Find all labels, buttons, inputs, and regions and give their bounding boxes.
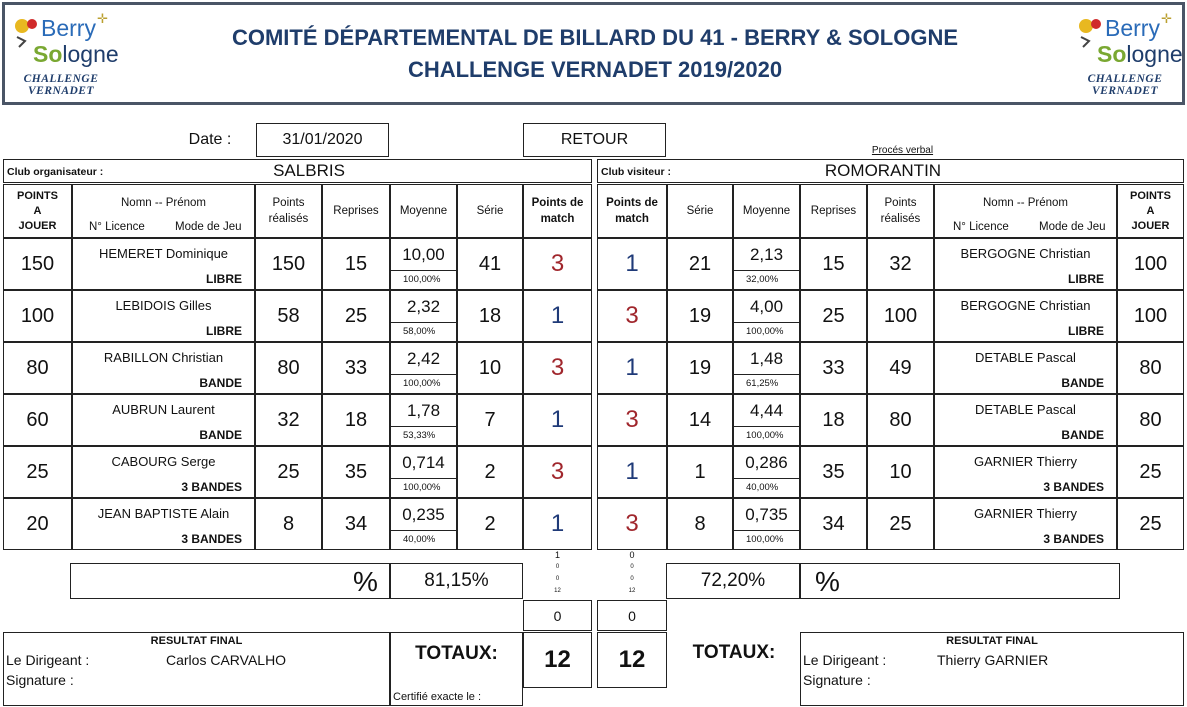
table-cell: 25: [1117, 498, 1184, 550]
match-points: 3: [523, 446, 592, 498]
table-cell: 8: [667, 498, 733, 550]
totaux-right-box: [667, 632, 801, 672]
table-cell: [390, 342, 457, 394]
table-cell: 80: [255, 342, 322, 394]
match-points: 1: [523, 394, 592, 446]
percent-value: 100,00%: [746, 430, 784, 441]
home-th-nom: Nomn -- Prénom N° Licence Mode de Jeu: [72, 184, 255, 238]
table-cell: 10: [867, 446, 934, 498]
table-cell: [934, 394, 1117, 446]
table-cell: 25: [255, 446, 322, 498]
table-cell: 33: [322, 342, 390, 394]
table-cell: 18: [457, 290, 523, 342]
table-cell: 80: [867, 394, 934, 446]
player-name: BERGOGNE Christian: [960, 298, 1091, 313]
table-cell: [733, 342, 800, 394]
player-name: RABILLON Christian: [103, 350, 224, 365]
table-cell: 2: [457, 446, 523, 498]
main-title: COMITÉ DÉPARTEMENTAL DE BILLARD DU 41 - BERRY & SOLOGNE: [231, 25, 959, 50]
plus-icon: ✛: [97, 11, 108, 26]
home-th-points-a-jouer: POINTS A JOUER: [3, 184, 72, 238]
moyenne-value: 1,48: [734, 343, 799, 375]
away-th-moyenne: Moyenne: [733, 184, 800, 238]
table-cell: [390, 290, 457, 342]
table-cell: 100: [3, 290, 72, 342]
table-cell: 18: [322, 394, 390, 446]
table-cell: 25: [3, 446, 72, 498]
game-mode: LIBRE: [1068, 324, 1104, 338]
table-cell: [733, 290, 800, 342]
away-club-bar: [597, 159, 1184, 183]
away-club-name: ROMORANTIN: [824, 161, 942, 180]
table-cell: [72, 446, 255, 498]
logo-sologne-text: Sologne: [33, 41, 119, 67]
table-cell: [934, 498, 1117, 550]
player-name: DETABLE Pascal: [975, 402, 1076, 417]
home-resultat-box: [3, 632, 390, 706]
table-cell: [72, 238, 255, 290]
player-name: BERGOGNE Christian: [960, 246, 1091, 261]
table-cell: 49: [867, 342, 934, 394]
away-dirigeant-name: Thierry GARNIER: [937, 652, 1049, 668]
logo-right: [1075, 11, 1183, 101]
table-cell: [733, 446, 800, 498]
date-label: Date :: [188, 131, 232, 148]
table-cell: 80: [1117, 394, 1184, 446]
match-points: 3: [597, 498, 667, 550]
table-cell: [72, 394, 255, 446]
home-percent-box: [70, 563, 390, 599]
away-th-points-match: Points de match: [597, 184, 667, 238]
home-signature-label: Signature :: [6, 672, 74, 688]
table-cell: [72, 498, 255, 550]
player-name: DETABLE Pascal: [975, 350, 1076, 365]
away-dirigeant-label: Le Dirigeant :: [803, 652, 887, 668]
table-cell: 25: [867, 498, 934, 550]
totaux-left-box: [390, 632, 523, 706]
totaux-right-label: TOTAUX:: [692, 642, 776, 663]
away-th-nom: Nomn -- Prénom N° Licence Mode de Jeu: [934, 184, 1117, 238]
table-cell: 25: [322, 290, 390, 342]
game-mode: BANDE: [199, 428, 242, 442]
home-resultat-title: RESULTAT FINAL: [150, 635, 243, 647]
match-points: 1: [597, 238, 667, 290]
table-cell: 80: [1117, 342, 1184, 394]
table-cell: [390, 394, 457, 446]
game-mode: 3 BANDES: [181, 480, 242, 494]
totaux-left-label: TOTAUX:: [415, 643, 498, 664]
percent-value: 100,00%: [746, 534, 784, 545]
table-cell: 20: [3, 498, 72, 550]
home-th-serie: Série: [457, 184, 523, 238]
player-name: CABOURG Serge: [111, 454, 216, 469]
table-cell: 8: [255, 498, 322, 550]
player-name: GARNIER Thierry: [973, 506, 1078, 521]
away-percent-value: 72,20%: [666, 563, 800, 599]
table-cell: 25: [800, 290, 867, 342]
logo-berry-text: Berry: [41, 15, 96, 41]
moyenne-value: 4,44: [734, 395, 799, 427]
home-th-points-match: Points de match: [523, 184, 592, 238]
table-cell: 35: [322, 446, 390, 498]
table-cell: 7: [457, 394, 523, 446]
percent-value: 61,25%: [746, 378, 779, 389]
game-mode: 3 BANDES: [181, 532, 242, 546]
away-resultat-title: RESULTAT FINAL: [946, 635, 1038, 647]
logo-sologne-text: Sologne: [1097, 41, 1183, 67]
table-cell: 32: [255, 394, 322, 446]
table-cell: [733, 394, 800, 446]
sub-title: CHALLENGE VERNADET 2019/2020: [407, 57, 783, 82]
table-cell: 25: [1117, 446, 1184, 498]
logo-challenge-text: CHALLENGE VERNADET: [23, 73, 99, 97]
away-club-label: Club visiteur :: [601, 166, 672, 178]
date-value: 31/01/2020: [256, 123, 389, 157]
away-mini-col: 0 0 0 12: [628, 550, 636, 594]
away-zero: 0: [597, 600, 667, 631]
moyenne-value: 4,00: [734, 291, 799, 323]
table-cell: 150: [255, 238, 322, 290]
table-cell: 18: [800, 394, 867, 446]
table-cell: 60: [3, 394, 72, 446]
logo-challenge-text: CHALLENGE VERNADET: [1087, 73, 1163, 97]
home-percent-value: 81,15%: [390, 563, 523, 599]
moyenne-value: 2,42: [391, 343, 456, 375]
table-cell: 14: [667, 394, 733, 446]
home-th-reprises: Reprises: [322, 184, 390, 238]
home-club-label: Club organisateur :: [7, 166, 104, 178]
table-cell: [390, 446, 457, 498]
percent-value: 100,00%: [403, 482, 441, 493]
table-cell: [390, 498, 457, 550]
table-cell: [733, 498, 800, 550]
percent-value: 40,00%: [746, 482, 779, 493]
moyenne-value: 10,00: [391, 239, 456, 271]
table-cell: [72, 342, 255, 394]
game-mode: 3 BANDES: [1043, 532, 1104, 546]
moyenne-value: 1,78: [391, 395, 456, 427]
percent-value: 58,00%: [403, 326, 436, 337]
table-cell: 2: [457, 498, 523, 550]
moyenne-value: 0,735: [734, 499, 799, 531]
game-mode: BANDE: [199, 376, 242, 390]
percent-value: 53,33%: [403, 430, 436, 441]
table-cell: 21: [667, 238, 733, 290]
percent-value: 100,00%: [746, 326, 784, 337]
table-cell: [934, 238, 1117, 290]
game-mode: LIBRE: [206, 272, 242, 286]
table-cell: [72, 290, 255, 342]
table-cell: 19: [667, 342, 733, 394]
away-signature-label: Signature :: [803, 672, 871, 688]
match-points: 1: [597, 342, 667, 394]
table-cell: 100: [1117, 290, 1184, 342]
away-th-points-realises: Points réalisés: [867, 184, 934, 238]
game-mode: BANDE: [1061, 376, 1104, 390]
match-points: 1: [523, 498, 592, 550]
header-banner: [2, 2, 1185, 105]
away-percent-symbol: %: [815, 566, 840, 597]
home-th-moyenne: Moyenne: [390, 184, 457, 238]
table-cell: 100: [1117, 238, 1184, 290]
player-name: JEAN BAPTISTE Alain: [97, 506, 230, 521]
percent-value: 32,00%: [746, 274, 779, 285]
table-cell: 33: [800, 342, 867, 394]
away-total: 12: [597, 632, 667, 688]
home-mini-col: 1 0 0 12: [554, 550, 561, 594]
home-club-name: SALBRIS: [273, 161, 345, 180]
game-mode: LIBRE: [206, 324, 242, 338]
away-percent-box: [800, 563, 1120, 599]
table-cell: 32: [867, 238, 934, 290]
proces-verbal-link[interactable]: Procés verbal: [871, 144, 934, 156]
player-name: AUBRUN Laurent: [112, 402, 215, 417]
moyenne-value: 0,714: [391, 447, 456, 479]
match-points: 3: [523, 342, 592, 394]
away-th-serie: Série: [667, 184, 733, 238]
logo-berry-text: Berry: [1105, 15, 1160, 41]
home-th-points-realises: Points réalisés: [255, 184, 322, 238]
table-cell: 80: [3, 342, 72, 394]
percent-value: 40,00%: [403, 534, 436, 545]
plus-icon: ✛: [1161, 11, 1172, 26]
table-cell: 100: [867, 290, 934, 342]
home-dirigeant-name: Carlos CARVALHO: [166, 652, 287, 668]
table-cell: 10: [457, 342, 523, 394]
away-th-reprises: Reprises: [800, 184, 867, 238]
match-type: RETOUR: [523, 123, 666, 157]
percent-value: 100,00%: [403, 378, 441, 389]
table-cell: [390, 238, 457, 290]
table-cell: 34: [322, 498, 390, 550]
match-points: 3: [523, 238, 592, 290]
away-resultat-box: [800, 632, 1184, 706]
table-cell: 34: [800, 498, 867, 550]
table-cell: 35: [800, 446, 867, 498]
certifie-label: Certifié exacte le :: [393, 691, 482, 703]
game-mode: 3 BANDES: [1043, 480, 1104, 494]
table-cell: [733, 238, 800, 290]
home-dirigeant-label: Le Dirigeant :: [6, 652, 90, 668]
match-points: 1: [597, 446, 667, 498]
home-percent-symbol: %: [353, 566, 378, 597]
table-cell: [934, 446, 1117, 498]
match-points: 3: [597, 290, 667, 342]
match-points: 1: [523, 290, 592, 342]
moyenne-value: 0,286: [734, 447, 799, 479]
table-cell: 19: [667, 290, 733, 342]
table-cell: 1: [667, 446, 733, 498]
match-points: 3: [597, 394, 667, 446]
table-cell: 150: [3, 238, 72, 290]
percent-value: 100,00%: [403, 274, 441, 285]
table-cell: 15: [800, 238, 867, 290]
moyenne-value: 0,235: [391, 499, 456, 531]
home-zero: 0: [523, 600, 592, 631]
home-total: 12: [523, 632, 592, 688]
player-name: HEMERET Dominique: [98, 246, 229, 261]
table-cell: [934, 342, 1117, 394]
away-th-points-a-jouer: POINTS A JOUER: [1117, 184, 1184, 238]
game-mode: BANDE: [1061, 428, 1104, 442]
game-mode: LIBRE: [1068, 272, 1104, 286]
moyenne-value: 2,13: [734, 239, 799, 271]
moyenne-value: 2,32: [391, 291, 456, 323]
logo-left: [11, 11, 119, 101]
player-name: LEBIDOIS Gilles: [115, 298, 212, 313]
table-cell: 15: [322, 238, 390, 290]
home-club-bar: [3, 159, 592, 183]
table-cell: [934, 290, 1117, 342]
player-name: GARNIER Thierry: [973, 454, 1078, 469]
table-cell: 58: [255, 290, 322, 342]
table-cell: 41: [457, 238, 523, 290]
